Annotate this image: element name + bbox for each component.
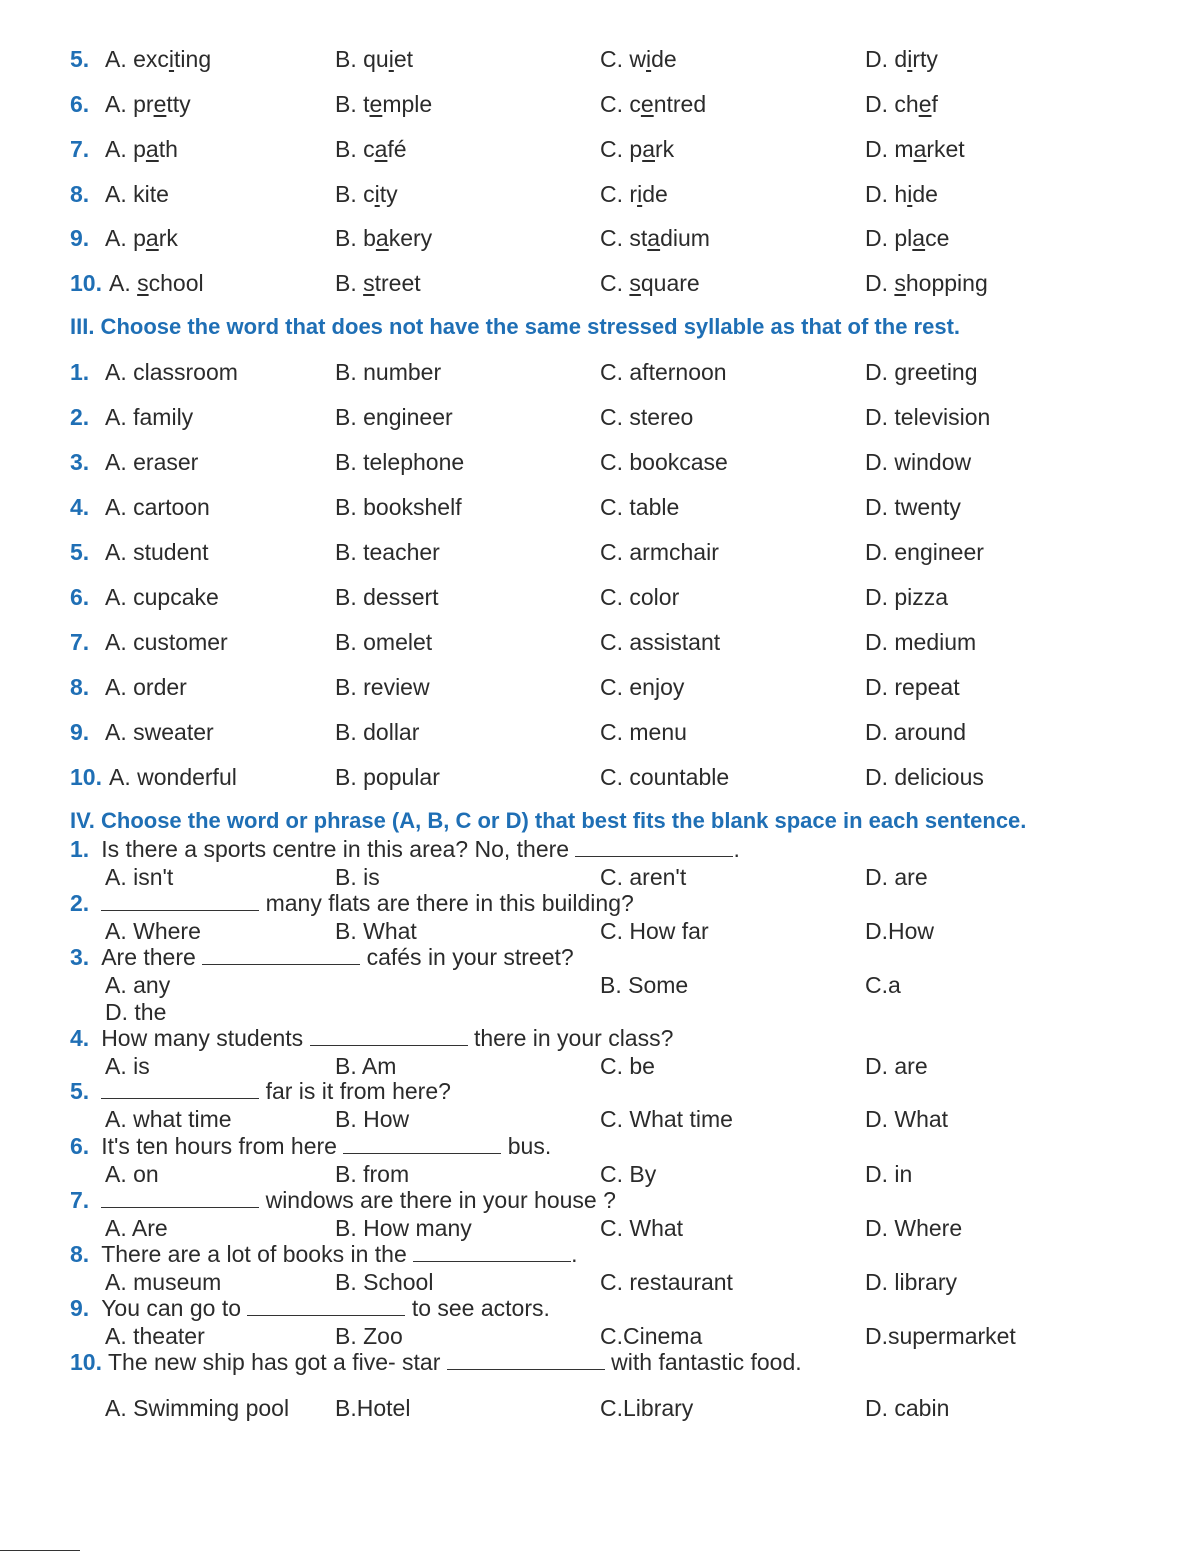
option-c[interactable]: C. What time [600,1106,733,1132]
option-d[interactable]: D.supermarket [865,1323,1016,1349]
option-b[interactable]: B. from [335,1161,410,1187]
option-c[interactable]: C. be [600,1053,655,1079]
question-number: 8. [70,674,90,700]
option-c: C. stadium [600,225,710,251]
stress-row [0,582,1201,612]
question-line [70,1240,578,1268]
option-d: D. market [865,136,965,162]
option-a: A. classroom [105,359,238,385]
option-c: C. stereo [600,404,694,430]
answer-blank[interactable] [447,1351,605,1370]
option-b: B. café [335,136,407,162]
option-a[interactable]: A. is [105,1053,150,1079]
stress-row [0,717,1201,747]
answer-blank[interactable] [413,1243,571,1262]
option-c: C. park [600,136,675,162]
option-d: D. medium [865,629,977,655]
question-number: 6. [70,584,90,610]
option-c: C. table [600,494,680,520]
option-a: A. park [105,225,178,251]
option-d[interactable]: D. Where [865,1215,963,1241]
option-c[interactable]: C.a [865,972,901,998]
option-c[interactable]: C.Cinema [600,1323,703,1349]
question-number: 8. [70,181,90,207]
option-d[interactable]: D. the [105,999,167,1025]
option-a: A. pretty [105,91,191,117]
answer-blank[interactable] [310,1027,468,1046]
question-line [70,889,634,917]
question-line [70,1024,673,1052]
answer-blank[interactable] [101,1189,259,1208]
stress-row [0,537,1201,567]
question-number: 1. [70,359,90,385]
option-a: A. school [109,270,204,296]
option-a[interactable]: A. on [105,1161,159,1187]
question-line [70,1348,802,1376]
option-a[interactable]: A. any [105,972,171,998]
stress-row [0,447,1201,477]
option-b: B. dessert [335,584,439,610]
option-b[interactable]: B. is [335,864,380,890]
stress-row [0,672,1201,702]
options-row [0,1104,1201,1134]
options-row [0,1321,1201,1351]
option-c: C. centred [600,91,707,117]
question-line [70,1294,550,1322]
options-row [0,1159,1201,1189]
option-c[interactable]: C. What [600,1215,684,1241]
option-b: B. popular [335,764,440,790]
option-c: C. square [600,270,700,296]
question-line [70,943,574,971]
option-c[interactable]: C. By [600,1161,657,1187]
option-c: C. armchair [600,539,719,565]
question-text: cafés in your street? [366,944,574,970]
option-d: D. place [865,225,950,251]
option-a: A. eraser [105,449,199,475]
question-line [70,1186,616,1214]
option-b[interactable]: B. How many [335,1215,472,1241]
option-b: B. omelet [335,629,433,655]
option-c[interactable]: C. restaurant [600,1269,733,1295]
question-number: 6. [70,1133,90,1159]
question-number: 9. [70,225,90,251]
option-a[interactable]: A. museum [105,1269,222,1295]
option-d[interactable]: D. are [865,1053,928,1079]
question-text: there in your class? [473,1025,674,1051]
question-number: 5. [70,1078,90,1104]
option-b: B. street [335,270,421,296]
option-a: A. sweater [105,719,214,745]
question-number: 3. [70,944,90,970]
option-b[interactable]: B.Hotel [335,1395,411,1421]
options-row [0,997,1201,1027]
question-number: 10. [70,270,102,296]
option-a[interactable]: A. theater [105,1323,205,1349]
question-number: 8. [70,1241,90,1267]
option-a: A. cartoon [105,494,210,520]
answer-blank[interactable] [247,1297,405,1316]
option-d: D. greeting [865,359,978,385]
question-number: 2. [70,404,90,430]
question-number: 9. [70,719,90,745]
stress-row [0,762,1201,792]
option-c: C. menu [600,719,687,745]
option-b: B. telephone [335,449,465,475]
question-number: 4. [70,494,90,520]
question-line [70,835,740,863]
option-d: D. hide [865,181,938,207]
question-number: 5. [70,46,90,72]
option-a: A. family [105,404,194,430]
option-c: C. countable [600,764,730,790]
option-c: C. enjoy [600,674,685,700]
stress-row [0,357,1201,387]
option-a: A. cupcake [105,584,219,610]
option-d[interactable]: D. What [865,1106,949,1132]
option-b: B. bookshelf [335,494,462,520]
question-text: to see actors. [411,1295,550,1321]
pronunciation-row [0,179,1201,209]
options-row [0,862,1201,892]
option-a: A. customer [105,629,228,655]
question-number: 7. [70,1187,90,1213]
question-text: Are there [101,944,196,970]
answer-blank[interactable] [343,1135,501,1154]
options-row [0,1393,1201,1423]
pronunciation-row [0,44,1201,74]
option-b: B. review [335,674,430,700]
question-number: 4. [70,1025,90,1051]
question-text: You can go to [101,1295,242,1321]
option-a[interactable]: A. Where [105,918,201,944]
question-number: 7. [70,136,90,162]
option-d: D. engineer [865,539,984,565]
stress-row [0,627,1201,657]
stress-row [0,492,1201,522]
option-b[interactable]: B. Some [600,972,689,998]
option-b[interactable]: B. How [335,1106,410,1132]
section-heading: III. Choose the word that does not have the same stressed syllable as that of the rest. [70,314,961,339]
answer-blank[interactable] [101,892,259,911]
question-number: 2. [70,890,90,916]
option-c: C. wide [600,46,677,72]
option-a[interactable]: A. isn't [105,864,174,890]
option-b: B. bakery [335,225,433,251]
option-d: D. around [865,719,967,745]
answer-blank[interactable] [101,1080,259,1099]
pronunciation-row [0,89,1201,119]
answer-blank[interactable] [575,838,733,857]
option-d: D. television [865,404,991,430]
options-row [0,916,1201,946]
question-line [70,1077,451,1105]
option-d: D. chef [865,91,938,117]
question-text: It's ten hours from here [101,1133,337,1159]
option-b[interactable]: B. Zoo [335,1323,403,1349]
question-number: 3. [70,449,90,475]
option-a: A. order [105,674,187,700]
option-b: B. engineer [335,404,453,430]
option-c: C. ride [600,181,668,207]
question-number: 10. [70,1349,102,1375]
option-a: A. path [105,136,178,162]
option-d[interactable]: D. are [865,864,928,890]
question-text: The new ship has got a five- star [107,1349,441,1375]
option-c: C. color [600,584,680,610]
question-text: . [571,1241,578,1267]
option-d[interactable]: D. cabin [865,1395,950,1421]
option-c[interactable]: C. How far [600,918,709,944]
footnote-divider [0,1550,80,1551]
option-c: C. bookcase [600,449,728,475]
option-a[interactable]: A. Swimming pool [105,1395,290,1421]
option-d[interactable]: D.How [865,918,935,944]
option-b: B. city [335,181,398,207]
question-text: far is it from here? [265,1078,451,1104]
option-b: B. teacher [335,539,440,565]
option-d[interactable]: D. in [865,1161,913,1187]
question-number: 1. [70,836,90,862]
option-d: D. delicious [865,764,984,790]
question-text: many flats are there in this building? [265,890,634,916]
question-number: 6. [70,91,90,117]
option-c[interactable]: C. aren't [600,864,687,890]
question-number: 10. [70,764,102,790]
option-d: D. repeat [865,674,960,700]
pronunciation-row [0,134,1201,164]
option-c[interactable]: C.Library [600,1395,694,1421]
question-number: 5. [70,539,90,565]
option-b: B. quiet [335,46,414,72]
option-d[interactable]: D. library [865,1269,958,1295]
question-text: windows are there in your house ? [265,1187,616,1213]
option-a: A. student [105,539,209,565]
option-b[interactable]: B. Am [335,1053,397,1079]
option-d: D. shopping [865,270,988,296]
section-heading: IV. Choose the word or phrase (A, B, C or D) that best fits the blank space in each sentence. [70,808,1027,833]
options-row [0,1267,1201,1297]
option-a: A. exciting [105,46,212,72]
option-c: C. afternoon [600,359,727,385]
question-text: Is there a sports centre in this area? No, there [101,836,570,862]
question-text: bus. [507,1133,552,1159]
option-d: D. dirty [865,46,938,72]
options-row [0,1213,1201,1243]
option-a: A. wonderful [109,764,237,790]
option-d: D. pizza [865,584,949,610]
option-b: B. number [335,359,442,385]
option-b[interactable]: B. What [335,918,417,944]
option-a[interactable]: A. what time [105,1106,232,1132]
option-c: C. assistant [600,629,721,655]
question-number: 9. [70,1295,90,1321]
option-b: B. temple [335,91,433,117]
options-row [0,970,1201,1000]
option-b[interactable]: B. School [335,1269,434,1295]
answer-blank[interactable] [202,946,360,965]
option-b: B. dollar [335,719,420,745]
question-text: . [733,836,740,862]
question-number: 7. [70,629,90,655]
pronunciation-row [0,223,1201,253]
question-text: There are a lot of books in the [101,1241,407,1267]
stress-row [0,402,1201,432]
pronunciation-row [0,268,1201,298]
option-d: D. window [865,449,972,475]
option-d: D. twenty [865,494,961,520]
option-a: A. kite [105,181,169,207]
question-text: with fantastic food. [611,1349,802,1375]
option-a[interactable]: A. Are [105,1215,168,1241]
question-line [70,1132,551,1160]
question-text: How many students [101,1025,304,1051]
